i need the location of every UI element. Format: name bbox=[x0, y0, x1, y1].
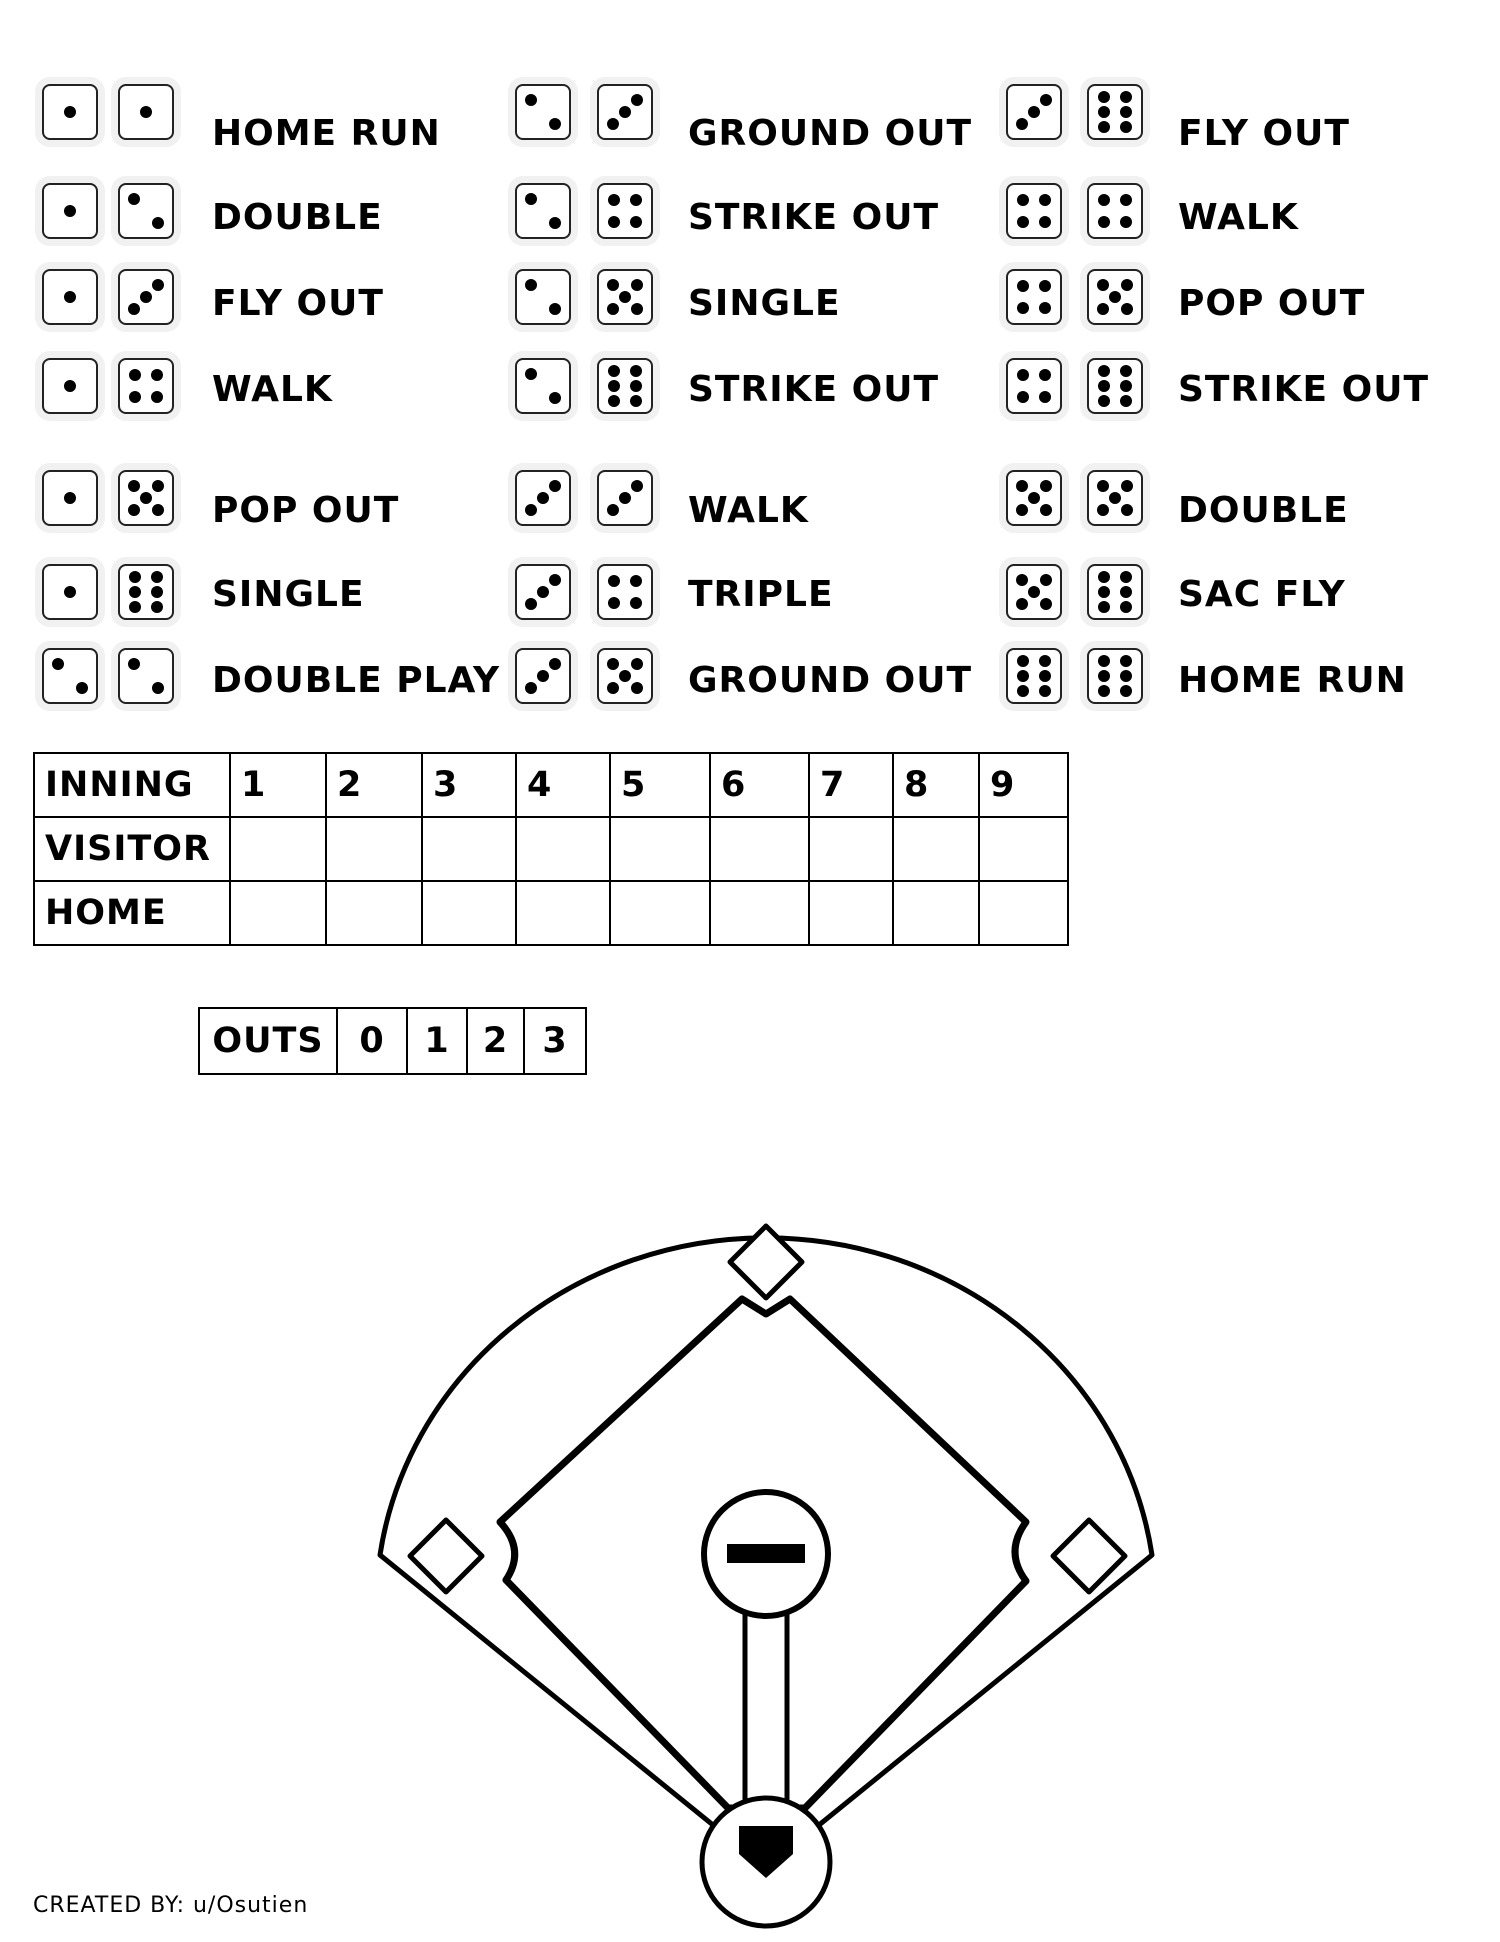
die-pip bbox=[1121, 279, 1133, 291]
outs-label: OUTS bbox=[199, 1008, 337, 1074]
die-pip bbox=[129, 571, 141, 583]
dice-result-label: GROUND OUT bbox=[688, 113, 973, 154]
die-pip bbox=[630, 380, 642, 392]
die-pip bbox=[1039, 280, 1051, 292]
die-face-6-icon bbox=[597, 358, 653, 414]
die-pip bbox=[151, 391, 163, 403]
die-face-2-icon bbox=[118, 183, 174, 239]
die-pip bbox=[608, 597, 620, 609]
die-pip bbox=[152, 682, 164, 694]
die-face-3-icon bbox=[597, 470, 653, 526]
die-face-4-icon bbox=[1006, 269, 1062, 325]
dice-result-label: WALK bbox=[212, 369, 333, 410]
inning-number: 2 bbox=[326, 753, 422, 817]
score-cell[interactable] bbox=[610, 881, 710, 945]
die-face-6-icon bbox=[1087, 564, 1143, 620]
die-pip bbox=[140, 492, 152, 504]
die-pip bbox=[608, 395, 620, 407]
die-pip bbox=[151, 571, 163, 583]
die-pip bbox=[608, 575, 620, 587]
die-pip bbox=[76, 682, 88, 694]
outs-count-cell[interactable]: 0 bbox=[337, 1008, 407, 1074]
die-face-4-icon bbox=[1006, 358, 1062, 414]
die-pip bbox=[631, 658, 643, 670]
dice-result-label: FLY OUT bbox=[1178, 113, 1350, 154]
score-cell[interactable] bbox=[893, 817, 979, 881]
die-pip bbox=[151, 601, 163, 613]
die-pip bbox=[64, 291, 76, 303]
inning-number: 8 bbox=[893, 753, 979, 817]
die-face-3-icon bbox=[597, 84, 653, 140]
die-face-5-icon bbox=[1006, 470, 1062, 526]
die-pip bbox=[1016, 118, 1028, 130]
die-pip bbox=[1098, 395, 1110, 407]
die-pip bbox=[1016, 598, 1028, 610]
die-face-1-icon bbox=[42, 183, 98, 239]
die-face-5-icon bbox=[1087, 269, 1143, 325]
die-pip bbox=[152, 279, 164, 291]
die-pip bbox=[631, 94, 643, 106]
die-pip bbox=[607, 279, 619, 291]
die-pip bbox=[152, 504, 164, 516]
score-cell[interactable] bbox=[230, 817, 326, 881]
die-pip bbox=[630, 365, 642, 377]
dice-result-label: STRIKE OUT bbox=[1178, 369, 1430, 410]
die-pip bbox=[537, 670, 549, 682]
die-pip bbox=[152, 217, 164, 229]
die-pip bbox=[1097, 279, 1109, 291]
die-pip bbox=[1098, 601, 1110, 613]
die-pip bbox=[607, 658, 619, 670]
die-pip bbox=[1039, 685, 1051, 697]
dice-result-label: WALK bbox=[688, 490, 809, 531]
die-face-2-icon bbox=[515, 183, 571, 239]
dice-result-label: DOUBLE PLAY bbox=[212, 660, 501, 701]
die-pip bbox=[525, 279, 537, 291]
die-pip bbox=[1017, 369, 1029, 381]
score-cell[interactable] bbox=[516, 881, 610, 945]
die-pip bbox=[1028, 106, 1040, 118]
die-pip bbox=[607, 303, 619, 315]
dice-result-label: POP OUT bbox=[1178, 283, 1366, 324]
die-pip bbox=[1040, 574, 1052, 586]
die-pip bbox=[1120, 601, 1132, 613]
die-pip bbox=[525, 598, 537, 610]
die-pip bbox=[537, 492, 549, 504]
die-pip bbox=[1120, 685, 1132, 697]
die-face-1-icon bbox=[42, 564, 98, 620]
die-pip bbox=[1121, 504, 1133, 516]
die-pip bbox=[1017, 655, 1029, 667]
die-pip bbox=[549, 574, 561, 586]
pitchers-mound-icon bbox=[727, 1544, 805, 1563]
die-pip bbox=[1017, 302, 1029, 314]
die-face-4-icon bbox=[1006, 183, 1062, 239]
die-pip bbox=[1098, 106, 1110, 118]
die-pip bbox=[128, 480, 140, 492]
die-face-4-icon bbox=[1087, 183, 1143, 239]
die-pip bbox=[64, 380, 76, 392]
die-pip bbox=[1028, 492, 1040, 504]
inning-number: 6 bbox=[710, 753, 809, 817]
die-pip bbox=[1120, 670, 1132, 682]
first-base bbox=[1053, 1520, 1125, 1592]
die-pip bbox=[1098, 194, 1110, 206]
die-pip bbox=[1120, 106, 1132, 118]
die-face-3-icon bbox=[118, 269, 174, 325]
die-pip bbox=[607, 118, 619, 130]
die-pip bbox=[525, 193, 537, 205]
die-face-5-icon bbox=[1087, 470, 1143, 526]
dice-result-label: FLY OUT bbox=[212, 283, 384, 324]
score-cell[interactable] bbox=[610, 817, 710, 881]
score-cell[interactable] bbox=[979, 817, 1068, 881]
inning-number: 4 bbox=[516, 753, 610, 817]
dice-result-label: SINGLE bbox=[212, 574, 365, 615]
die-pip bbox=[1098, 586, 1110, 598]
die-pip bbox=[1097, 480, 1109, 492]
die-pip bbox=[607, 504, 619, 516]
die-pip bbox=[1040, 480, 1052, 492]
die-pip bbox=[608, 365, 620, 377]
die-face-6-icon bbox=[1087, 84, 1143, 140]
scoreboard-header-row bbox=[34, 753, 1068, 817]
die-face-2-icon bbox=[515, 84, 571, 140]
team-label: VISITOR bbox=[34, 817, 230, 881]
die-face-6-icon bbox=[1006, 648, 1062, 704]
die-pip bbox=[549, 217, 561, 229]
die-pip bbox=[1017, 685, 1029, 697]
score-cell[interactable] bbox=[809, 881, 893, 945]
third-base bbox=[410, 1520, 482, 1592]
die-pip bbox=[1028, 586, 1040, 598]
die-face-6-icon bbox=[1087, 648, 1143, 704]
die-pip bbox=[1120, 365, 1132, 377]
die-pip bbox=[608, 216, 620, 228]
dice-result-label: STRIKE OUT bbox=[688, 197, 940, 238]
die-pip bbox=[128, 658, 140, 670]
score-cell[interactable] bbox=[230, 881, 326, 945]
score-cell[interactable] bbox=[710, 881, 809, 945]
die-pip bbox=[1039, 302, 1051, 314]
die-pip bbox=[619, 670, 631, 682]
die-pip bbox=[608, 194, 620, 206]
score-cell[interactable] bbox=[326, 881, 422, 945]
die-pip bbox=[64, 492, 76, 504]
die-pip bbox=[1040, 94, 1052, 106]
dice-result-label: HOME RUN bbox=[212, 113, 441, 154]
die-pip bbox=[1039, 369, 1051, 381]
die-pip bbox=[129, 391, 141, 403]
die-pip bbox=[1040, 598, 1052, 610]
die-pip bbox=[537, 586, 549, 598]
die-pip bbox=[1120, 380, 1132, 392]
die-pip bbox=[631, 682, 643, 694]
die-pip bbox=[1098, 655, 1110, 667]
die-pip bbox=[1098, 380, 1110, 392]
die-pip bbox=[1016, 480, 1028, 492]
die-pip bbox=[1121, 480, 1133, 492]
die-pip bbox=[129, 369, 141, 381]
dice-result-label: SINGLE bbox=[688, 283, 841, 324]
die-face-6-icon bbox=[1087, 358, 1143, 414]
die-pip bbox=[1121, 303, 1133, 315]
dice-result-label: TRIPLE bbox=[688, 574, 834, 615]
die-face-2-icon bbox=[515, 269, 571, 325]
die-pip bbox=[1098, 216, 1110, 228]
die-pip bbox=[128, 193, 140, 205]
score-cell[interactable] bbox=[979, 881, 1068, 945]
die-pip bbox=[549, 480, 561, 492]
die-pip bbox=[64, 586, 76, 598]
die-pip bbox=[549, 658, 561, 670]
die-pip bbox=[1097, 504, 1109, 516]
outs-count-cell[interactable]: 1 bbox=[407, 1008, 467, 1074]
die-pip bbox=[1120, 194, 1132, 206]
dice-result-label: SAC FLY bbox=[1178, 574, 1346, 615]
die-pip bbox=[1120, 655, 1132, 667]
score-cell[interactable] bbox=[809, 817, 893, 881]
die-pip bbox=[1098, 670, 1110, 682]
scoreboard-row-visitor bbox=[34, 817, 1068, 881]
die-pip bbox=[1098, 365, 1110, 377]
die-pip bbox=[1016, 504, 1028, 516]
baseball-field bbox=[0, 1170, 1500, 1942]
die-face-3-icon bbox=[1006, 84, 1062, 140]
die-pip bbox=[1097, 303, 1109, 315]
die-pip bbox=[1017, 280, 1029, 292]
die-pip bbox=[129, 601, 141, 613]
die-face-1-icon bbox=[42, 358, 98, 414]
die-pip bbox=[1120, 216, 1132, 228]
die-pip bbox=[630, 216, 642, 228]
die-pip bbox=[140, 291, 152, 303]
die-pip bbox=[128, 504, 140, 516]
die-pip bbox=[1098, 91, 1110, 103]
die-pip bbox=[631, 279, 643, 291]
die-face-6-icon bbox=[118, 564, 174, 620]
die-pip bbox=[1039, 216, 1051, 228]
die-pip bbox=[64, 205, 76, 217]
score-cell[interactable] bbox=[516, 817, 610, 881]
inning-number: 9 bbox=[979, 753, 1068, 817]
die-pip bbox=[1017, 670, 1029, 682]
die-face-1-icon bbox=[118, 84, 174, 140]
die-pip bbox=[52, 658, 64, 670]
die-pip bbox=[1098, 685, 1110, 697]
score-cell[interactable] bbox=[422, 817, 516, 881]
outs-tracker bbox=[198, 1007, 587, 1075]
dice-result-label: DOUBLE bbox=[212, 197, 383, 238]
die-pip bbox=[525, 682, 537, 694]
die-pip bbox=[1017, 391, 1029, 403]
die-pip bbox=[619, 492, 631, 504]
die-pip bbox=[1039, 655, 1051, 667]
outs-count-cell[interactable]: 2 bbox=[467, 1008, 524, 1074]
die-face-5-icon bbox=[597, 648, 653, 704]
die-face-2-icon bbox=[118, 648, 174, 704]
die-pip bbox=[630, 597, 642, 609]
die-pip bbox=[1120, 91, 1132, 103]
die-face-5-icon bbox=[597, 269, 653, 325]
die-face-3-icon bbox=[515, 564, 571, 620]
die-pip bbox=[1120, 571, 1132, 583]
score-cell[interactable] bbox=[422, 881, 516, 945]
die-pip bbox=[151, 586, 163, 598]
inning-number: 1 bbox=[230, 753, 326, 817]
scoreboard-row-home bbox=[34, 881, 1068, 945]
die-pip bbox=[549, 392, 561, 404]
dice-result-label: HOME RUN bbox=[1178, 660, 1407, 701]
die-pip bbox=[1120, 395, 1132, 407]
die-pip bbox=[128, 303, 140, 315]
die-face-3-icon bbox=[515, 470, 571, 526]
die-face-5-icon bbox=[1006, 564, 1062, 620]
die-pip bbox=[1098, 121, 1110, 133]
inning-header-label: INNING bbox=[34, 753, 230, 817]
die-pip bbox=[619, 291, 631, 303]
die-face-4-icon bbox=[597, 564, 653, 620]
dice-result-label: GROUND OUT bbox=[688, 660, 973, 701]
die-pip bbox=[607, 682, 619, 694]
die-pip bbox=[1120, 586, 1132, 598]
die-pip bbox=[525, 368, 537, 380]
team-label: HOME bbox=[34, 881, 230, 945]
dice-result-label: WALK bbox=[1178, 197, 1299, 238]
die-pip bbox=[631, 480, 643, 492]
die-face-1-icon bbox=[42, 470, 98, 526]
die-face-3-icon bbox=[515, 648, 571, 704]
die-face-1-icon bbox=[42, 84, 98, 140]
dice-result-label: STRIKE OUT bbox=[688, 369, 940, 410]
die-face-5-icon bbox=[118, 470, 174, 526]
inning-scoreboard bbox=[33, 752, 1069, 946]
die-pip bbox=[1039, 194, 1051, 206]
die-face-2-icon bbox=[42, 648, 98, 704]
die-face-1-icon bbox=[42, 269, 98, 325]
die-face-4-icon bbox=[597, 183, 653, 239]
die-pip bbox=[1039, 670, 1051, 682]
die-pip bbox=[525, 94, 537, 106]
die-pip bbox=[608, 380, 620, 392]
inning-number: 7 bbox=[809, 753, 893, 817]
die-pip bbox=[1109, 492, 1121, 504]
creator-credit: CREATED BY: u/Osutien bbox=[33, 1893, 309, 1918]
die-face-4-icon bbox=[118, 358, 174, 414]
die-pip bbox=[525, 504, 537, 516]
die-face-2-icon bbox=[515, 358, 571, 414]
base-path bbox=[745, 1598, 787, 1808]
die-pip bbox=[630, 575, 642, 587]
die-pip bbox=[1039, 391, 1051, 403]
die-pip bbox=[630, 395, 642, 407]
die-pip bbox=[1040, 504, 1052, 516]
score-cell[interactable] bbox=[893, 881, 979, 945]
die-pip bbox=[152, 480, 164, 492]
inning-number: 3 bbox=[422, 753, 516, 817]
die-pip bbox=[630, 194, 642, 206]
die-pip bbox=[140, 106, 152, 118]
die-pip bbox=[1098, 571, 1110, 583]
score-cell[interactable] bbox=[326, 817, 422, 881]
die-pip bbox=[1017, 216, 1029, 228]
die-pip bbox=[619, 106, 631, 118]
die-pip bbox=[549, 118, 561, 130]
die-pip bbox=[549, 303, 561, 315]
score-cell[interactable] bbox=[710, 817, 809, 881]
inning-number: 5 bbox=[610, 753, 710, 817]
die-pip bbox=[129, 586, 141, 598]
die-pip bbox=[1109, 291, 1121, 303]
die-pip bbox=[151, 369, 163, 381]
die-pip bbox=[1016, 574, 1028, 586]
die-pip bbox=[631, 303, 643, 315]
die-pip bbox=[64, 106, 76, 118]
die-pip bbox=[1017, 194, 1029, 206]
outs-count-cell[interactable]: 3 bbox=[524, 1008, 586, 1074]
dice-result-label: DOUBLE bbox=[1178, 490, 1349, 531]
die-pip bbox=[1120, 121, 1132, 133]
dice-result-label: POP OUT bbox=[212, 490, 400, 531]
